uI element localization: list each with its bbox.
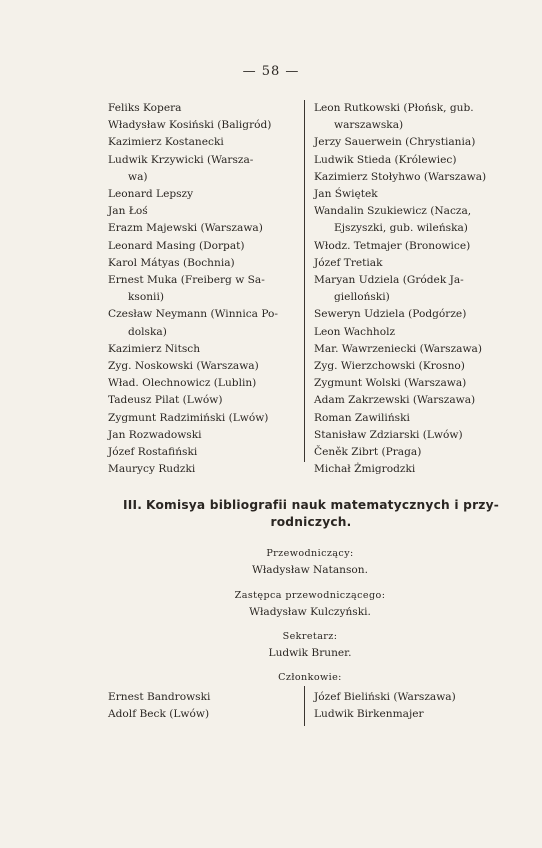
column-divider — [304, 100, 305, 462]
member-entry — [108, 134, 304, 151]
member-entry — [314, 341, 512, 358]
member-name: Maurycy Rudzki — [108, 463, 196, 476]
member-name: Józef Bieliński (Warszawa) — [314, 691, 456, 703]
member-entry — [314, 392, 512, 409]
member-name: Stanisław Zdziarski (Lwów) — [314, 428, 463, 441]
member-entry — [108, 220, 304, 237]
member-name: Jan Łoś — [108, 205, 148, 218]
member-name: Erazm Majewski (Warszawa) — [108, 222, 263, 235]
member-entry — [314, 238, 512, 255]
member-entry — [314, 358, 512, 375]
member-name: Władysław Kosiński (Baligród) — [108, 119, 272, 132]
member-entry — [314, 186, 512, 203]
member-entry — [108, 186, 304, 203]
section-title-line1: Komisya bibliografii nauk matematycznych i przy- — [146, 498, 499, 512]
chair-name: Władysław Natanson. — [251, 564, 368, 576]
member-entry — [108, 427, 304, 444]
page-number: — 58 — — [242, 64, 300, 79]
member-name: Tadeusz Pilat (Lwów) — [108, 394, 223, 407]
member-entry — [314, 324, 512, 341]
member-entry — [108, 444, 304, 461]
chair-block — [108, 545, 512, 579]
member-name: Maryan Udziela (Gródek Ja- — [314, 274, 464, 287]
member-entry — [314, 255, 512, 272]
member-entry — [108, 306, 304, 340]
section-heading — [110, 497, 512, 531]
member-entry — [314, 272, 512, 306]
member-name: Ernest Bandrowski — [108, 691, 211, 703]
member-name: Leonard Lepszy — [108, 188, 194, 201]
member-entry — [314, 100, 512, 134]
member-name: Jerzy Sauerwein (Chrystiania) — [314, 136, 476, 149]
member-name: Čeněk Zibrt (Praga) — [314, 446, 422, 459]
member-entry — [108, 341, 304, 358]
member-name: Zyg. Wierzchowski (Krosno) — [314, 360, 465, 373]
member-list-left — [108, 100, 304, 478]
member-name: Jan Świętek — [314, 188, 378, 201]
member-name: Kazimierz Stołyhwo (Warszawa) — [314, 170, 487, 183]
section-number: III. — [123, 498, 143, 512]
member-entry — [108, 117, 304, 134]
member-entry — [314, 427, 512, 444]
member-name: Mar. Wawrzeniecki (Warszawa) — [314, 342, 482, 355]
member-entry — [314, 461, 512, 478]
member-entry — [108, 272, 304, 306]
member-list-right — [314, 100, 512, 478]
member-entry — [314, 410, 512, 427]
member-name: Adam Zakrzewski (Warszawa) — [314, 394, 476, 407]
members-list-right — [314, 689, 512, 723]
member-entry — [108, 255, 304, 272]
member-entry — [108, 358, 304, 375]
member-entry — [314, 152, 512, 169]
member-name: Leon Wachholz — [314, 325, 396, 338]
member-name: Ludwik Krzywicki (Warsza- — [108, 153, 254, 166]
member-entry — [108, 152, 304, 186]
secretary-name: Ludwik Bruner. — [268, 647, 352, 659]
member-name: Ludwik Birkenmajer — [314, 708, 424, 720]
member-name-continuation: warszawska) — [334, 119, 404, 132]
member-name: Leonard Masing (Dorpat) — [108, 239, 245, 252]
member-entry — [108, 100, 304, 117]
members-column-divider — [304, 686, 305, 726]
member-name-continuation: ksonii) — [128, 291, 164, 304]
member-entry — [108, 392, 304, 409]
member-name-continuation: wa) — [128, 170, 148, 183]
member-name: Włodz. Tetmajer (Bronowice) — [314, 239, 471, 252]
member-name: Wład. Olechnowicz (Lublin) — [108, 377, 257, 390]
vice-chair-label: Zastępca przewodniczącego: — [234, 590, 386, 601]
secretary-block — [108, 628, 512, 662]
secretary-label: Sekretarz: — [282, 631, 338, 642]
member-entry — [314, 134, 512, 151]
member-name: Józef Rostafiński — [108, 446, 198, 459]
member-entry — [314, 444, 512, 461]
member-name: Ludwik Stieda (Królewiec) — [314, 153, 457, 166]
member-name: Zygmunt Radzimiński (Lwów) — [108, 411, 269, 424]
member-name: Zygmunt Wolski (Warszawa) — [314, 377, 467, 390]
member-name: Roman Zawiliński — [314, 411, 410, 424]
member-name: Feliks Kopera — [108, 102, 182, 114]
vice-chair-block — [108, 587, 512, 621]
member-entry — [108, 461, 304, 478]
member-name: Józef Tretiak — [314, 256, 383, 269]
chair-label: Przewodniczący: — [266, 548, 354, 559]
member-name: Adolf Beck (Lwów) — [108, 708, 210, 720]
member-name: Wandalin Szukiewicz (Nacza, — [314, 205, 472, 218]
member-name: Seweryn Udziela (Podgórze) — [314, 308, 467, 321]
member-name: Leon Rutkowski (Płońsk, gub. — [314, 102, 474, 114]
member-name-continuation: dolska) — [128, 325, 167, 338]
member-name-continuation: Ejszyszki, gub. wileńska) — [334, 222, 468, 235]
member-name: Kazimierz Nitsch — [108, 342, 201, 355]
member-entry — [314, 306, 512, 323]
vice-chair-name: Władysław Kulczyński. — [249, 606, 371, 618]
member-name: Karol Mátyas (Bochnia) — [108, 256, 235, 269]
member-entry — [314, 169, 512, 186]
members-heading — [108, 669, 512, 686]
member-entry — [108, 203, 304, 220]
member-entry — [108, 375, 304, 392]
member-name: Kazimierz Kostanecki — [108, 136, 224, 149]
member-entry — [314, 375, 512, 392]
member-name: Jan Rozwadowski — [108, 428, 202, 441]
member-name: Czesław Neymann (Winnica Po- — [108, 308, 279, 321]
section-title-line2: rodniczych. — [270, 515, 352, 529]
member-name-continuation: gielloński) — [334, 291, 390, 304]
member-entry — [108, 410, 304, 427]
members-list-left — [108, 689, 304, 723]
members-label: Członkowie: — [278, 672, 342, 683]
member-name: Zyg. Noskowski (Warszawa) — [108, 360, 259, 373]
member-name: Michał Żmigrodzki — [314, 463, 416, 476]
member-entry — [108, 238, 304, 255]
member-name: Ernest Muka (Freiberg w Sa- — [108, 274, 265, 287]
member-entry — [314, 203, 512, 237]
